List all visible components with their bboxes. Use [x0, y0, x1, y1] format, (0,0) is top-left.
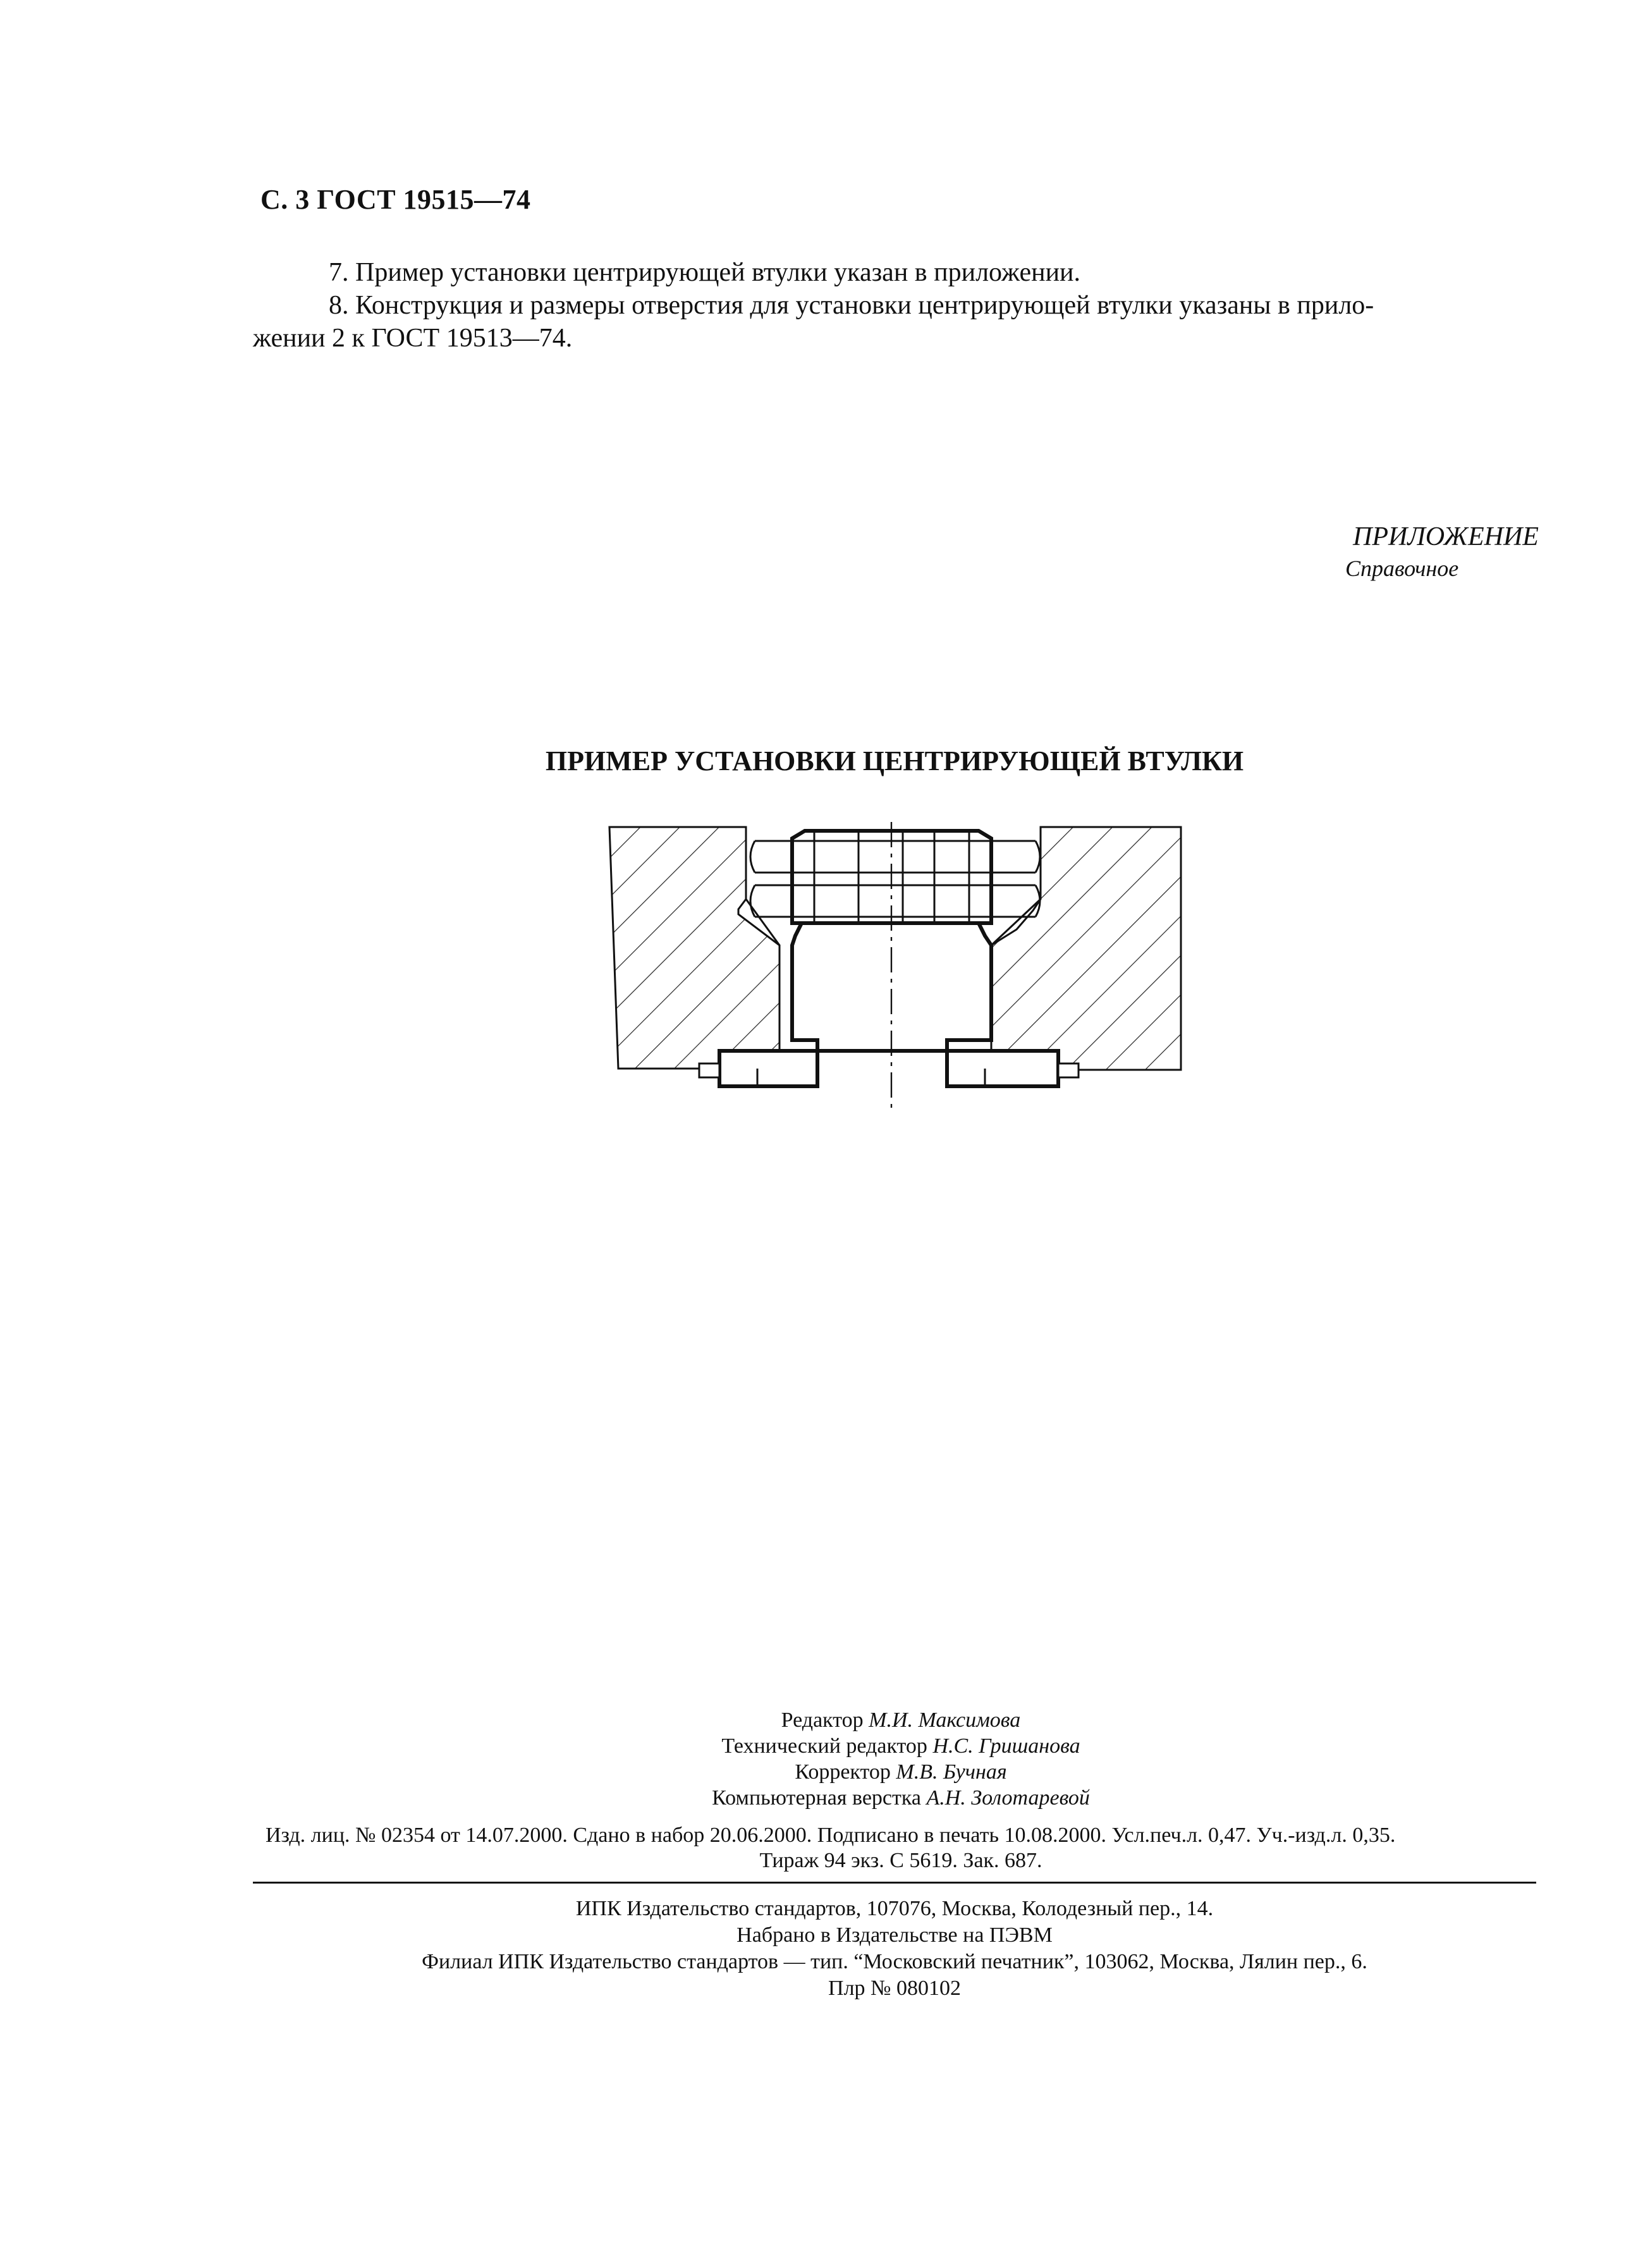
- page-header: С. 3 ГОСТ 19515—74: [260, 184, 531, 215]
- housing-right-section: [991, 827, 1181, 1070]
- bushing-flange-left: [719, 1051, 817, 1086]
- washer-right: [1058, 1064, 1079, 1077]
- publication-info-2: Тираж 94 экз. С 5619. Зак. 687.: [759, 1849, 1042, 1872]
- housing-left-section: [609, 827, 779, 1069]
- credit-tech-editor: Технический редактор Н.С. Гришанова: [721, 1734, 1080, 1758]
- bushing-flange-right: [947, 1051, 1058, 1086]
- footer-line3: Филиал ИПК Издательство стандартов — тип. “Московский печатник”, 103062, Москва, Лялин пер., 6.: [422, 1950, 1367, 1973]
- footer-line2: Набрано в Издательстве на ПЭВМ: [736, 1923, 1053, 1947]
- publication-info: Изд. лиц. № 02354 от 14.07.2000. Сдано в набор 20.06.2000. Подписано в печать 10.08.2000. Усл.печ.л. 0,47. Уч.-изд.л. 0,35.: [266, 1824, 1396, 1847]
- appendix-label: ПРИЛОЖЕНИЕ: [1353, 522, 1539, 551]
- footer-line4: Плр № 080102: [828, 1977, 961, 2000]
- footer-line1: ИПК Издательство стандартов, 107076, Москва, Колодезный пер., 14.: [575, 1897, 1214, 1920]
- paragraph-7: 7. Пример установки центрирующей втулки указан в приложении.: [329, 258, 1081, 287]
- divider-rule: [253, 1882, 1536, 1884]
- bushing-installation-drawing: [606, 822, 1187, 1113]
- credit-layout: Компьютерная верстка А.Н. Золотаревой: [712, 1786, 1090, 1810]
- washer-left: [699, 1064, 719, 1077]
- figure-title: ПРИМЕР УСТАНОВКИ ЦЕНТРИРУЮЩЕЙ ВТУЛКИ: [545, 745, 1244, 776]
- paragraph-8-line2: жении 2 к ГОСТ 19513—74.: [253, 324, 573, 353]
- publisher-footer: [0, 1896, 1650, 2002]
- credit-proofreader: Корректор М.В. Бучная: [795, 1760, 1007, 1784]
- paragraph-8-line1: 8. Конструкция и размеры отверстия для установки центрирующей втулки указаны в прило-: [329, 291, 1374, 320]
- credits-block: [0, 1707, 1650, 1811]
- appendix-sublabel: Справочное: [1345, 556, 1459, 581]
- credit-editor: Редактор М.И. Максимова: [781, 1708, 1021, 1732]
